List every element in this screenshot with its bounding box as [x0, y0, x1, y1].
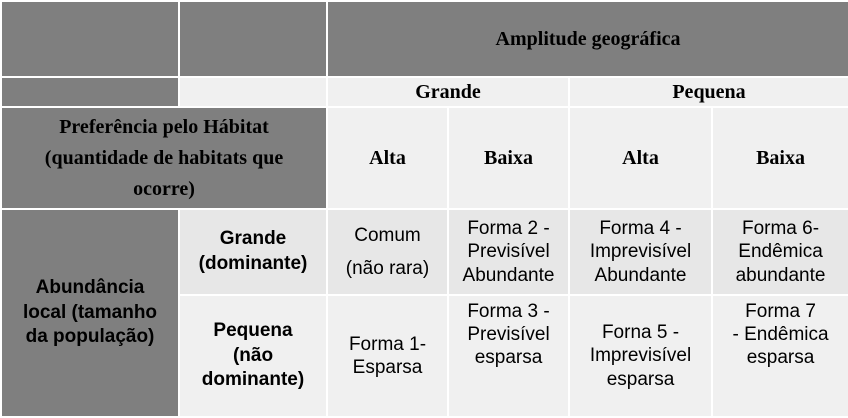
cell-comum [327, 209, 448, 295]
corner-cell-4 [179, 77, 327, 107]
alta-header-pequena: Alta [569, 107, 712, 209]
cell-forma-2 [448, 209, 569, 295]
abundance-label-line3: da população) [25, 326, 155, 348]
cell-comum-line1: Comum [354, 224, 421, 246]
cell-forma-3-line1: Forma 3 - [467, 301, 550, 322]
row-pequena-line1: Pequena [213, 319, 293, 341]
corner-cell-2 [179, 1, 327, 77]
cell-forma-4 [569, 209, 712, 295]
cell-forma-6 [712, 209, 848, 295]
row-label-pequena [179, 295, 327, 417]
abundance-label-line2: local (tamanho [22, 301, 158, 323]
cell-forma-4-line1: Forma 4 - [599, 218, 682, 240]
habitat-label-line2: (quantidade de habitats que [44, 146, 284, 169]
amplitude-header: Amplitude geográfica [327, 1, 848, 77]
cell-forma-2-line3: Abundante [462, 264, 555, 286]
habitat-label-line1: Preferência pelo Hábitat [59, 115, 269, 138]
cell-forna-5-line2: Imprevisível [589, 345, 692, 367]
baixa-header-pequena: Baixa [712, 107, 848, 209]
cell-forma-7-line1: Forma 7 [745, 301, 816, 322]
cell-forna-5-line1: Forna 5 - [601, 322, 680, 344]
row-pequena-line2: (não [232, 344, 274, 366]
cell-forna-5 [569, 295, 712, 417]
alta-header-grande: Alta [327, 107, 448, 209]
cell-forma-3-line2: Previsível [467, 324, 550, 346]
cell-forma-2-line1: Forma 2 - [467, 218, 550, 240]
cell-forma-4-line2: Imprevisível [589, 241, 692, 263]
cell-forma-3 [448, 295, 569, 417]
corner-cell-1 [1, 1, 179, 77]
row-pequena-line3: dominante) [201, 369, 305, 391]
pequena-header: Pequena [569, 77, 848, 107]
cell-forna-5-line3: esparsa [606, 368, 675, 390]
row-label-grande [179, 209, 327, 295]
habitat-label-line3: ocorre) [133, 177, 195, 200]
cell-forma-7-line3: esparsa [746, 347, 815, 369]
baixa-header-grande: Baixa [448, 107, 569, 209]
cell-forma-4-line3: Abundante [594, 264, 687, 286]
cell-forma-1-line2: Esparsa [352, 357, 423, 378]
cell-forma-7 [712, 295, 848, 417]
cell-forma-3-line3: esparsa [474, 347, 543, 369]
cell-comum-line2: (não rara) [345, 258, 430, 279]
cell-forma-6-line1: Forma 6- [741, 218, 820, 240]
corner-cell-3 [1, 77, 179, 107]
row-grande-line2: (dominante) [198, 253, 308, 274]
abundance-label-line1: Abundância [35, 276, 145, 298]
cell-forma-6-line3: abundante [735, 264, 826, 286]
grande-header: Grande [327, 77, 569, 107]
cell-forma-7-line2: - Endêmica [732, 324, 829, 346]
cell-forma-1 [327, 295, 448, 417]
local-abundance-label [1, 209, 179, 417]
habitat-preference-label [1, 107, 327, 209]
row-grande-line1: Grande [219, 228, 287, 250]
cell-forma-1-line1: Forma 1- [348, 333, 427, 355]
cell-forma-6-line2: Endêmica [738, 241, 823, 263]
cell-forma-2-line2: Previsível [467, 241, 550, 263]
